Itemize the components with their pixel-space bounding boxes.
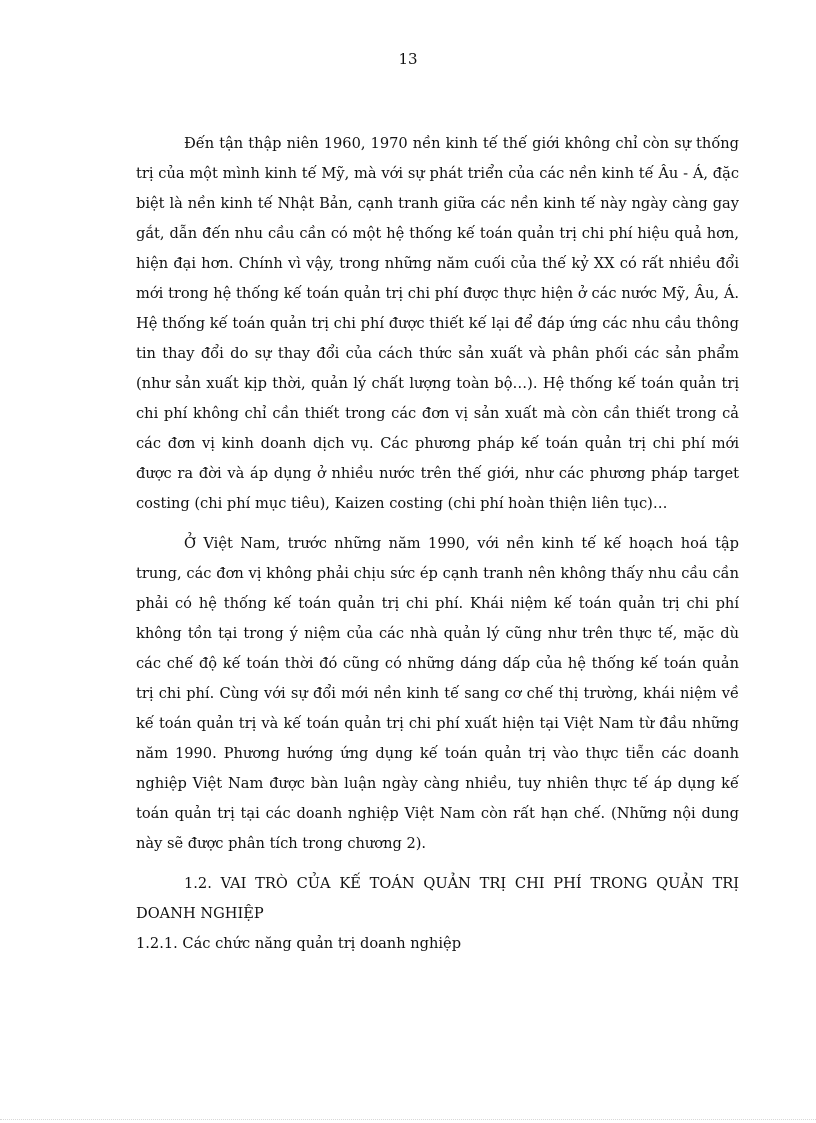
- paragraph-vietnam: Ở Việt Nam, trước những năm 1990, với nền kinh tế kế hoạch hoá tập trung, các đơn vị không phải chịu sức ép cạnh tranh nên không thấy nhu cầu cần phải có hệ thống kế toán quản trị chi phí. Khái niệm kế toán quản trị chi phí không tồn tại trong ý niệm của các nhà quản lý cũng như trên thực tế, mặc dù các chế độ kế toán thời đó cũng có những dáng dấp của hệ thống kế toán quản trị chi phí. Cùng với sự đổi mới nền kinh tế sang cơ chế thị trường, khái niệm về kế toán quản trị và kế toán quản trị chi phí xuất hiện tại Việt Nam từ đầu những năm 1990. Phương hướng ứng dụng kế toán quản trị vào thực tiễn các doanh nghiệp Việt Nam được bàn luận ngày càng nhiều, tuy nhiên thực tế áp dụng kế toán quản trị tại các doanh nghiệp Việt Nam còn rất hạn chế. (Những nội dung này sẽ được phân tích trong chương 2).: [136, 535, 739, 852]
- page-bottom-divider: [0, 1119, 816, 1120]
- paragraph-history: Đến tận thập niên 1960, 1970 nền kinh tế thế giới không chỉ còn sự thống trị của một mình kinh tế Mỹ, mà với sự phát triển của các nền kinh tế Âu - Á, đặc biệt là nền kinh tế Nhật Bản, cạnh tranh giữa các nền kinh tế này ngày càng gay gắt, dẫn đến nhu cầu cần có một hệ thống kế toán quản trị chi phí hiệu quả hơn, hiện đại hơn. Chính vì vậy, trong những năm cuối của thế kỷ XX có rất nhiều đổi mới trong hệ thống kế toán quản trị chi phí được thực hiện ở các nước Mỹ, Âu, Á. Hệ thống kế toán quản trị chi phí được thiết kế lại để đáp ứng các nhu cầu thông tin thay đổi do sự thay đổi của cách thức sản xuất và phân phối các sản phẩm (như sản xuất kịp thời, quản lý chất lượng toàn bộ…). Hệ thống kế toán quản trị chi phí không chỉ cần thiết trong các đơn vị sản xuất mà còn cần thiết trong cả các đơn vị kinh doanh dịch vụ. Các phương pháp kế toán quản trị chi phí mới được ra đời và áp dụng ở nhiều nước trên thế giới, như các phương pháp target costing (chi phí mục tiêu), Kaizen costing (chi phí hoàn thiện liên tục)…: [136, 135, 739, 512]
- section-heading: 1.2. VAI TRÒ CỦA KẾ TOÁN QUẢN TRỊ CHI PHÍ TRONG QUẢN TRỊ DOANH NGHIỆP: [136, 875, 739, 922]
- page-number: 13: [398, 50, 418, 68]
- subsection-heading: 1.2.1. Các chức năng quản trị doanh nghiệp: [136, 935, 462, 952]
- page-body: [136, 129, 739, 959]
